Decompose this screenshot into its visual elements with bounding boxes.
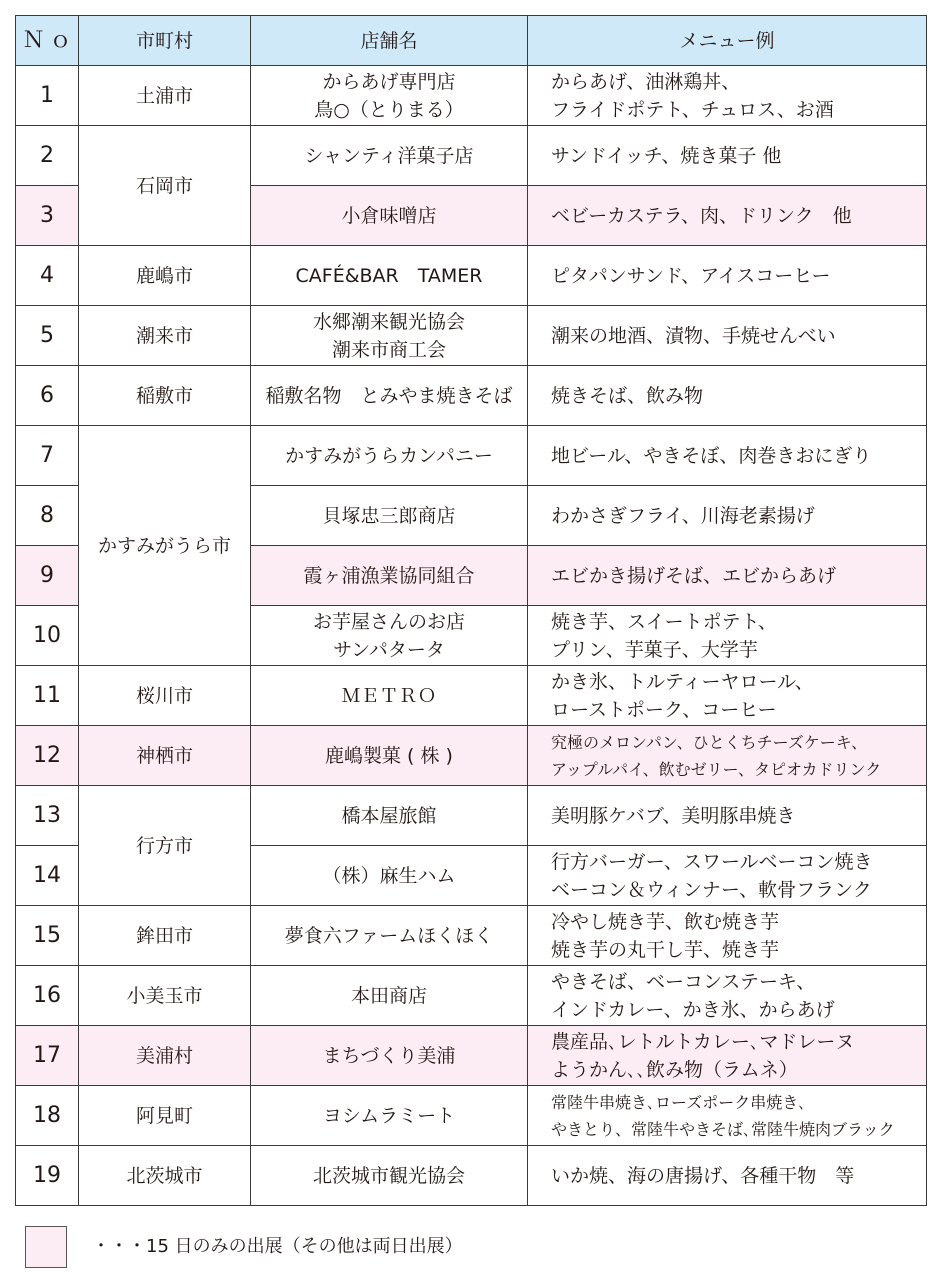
row-number-cell: 6 — [16, 366, 79, 426]
store-name-line: 稲敷名物 とみやま焼きそば — [265, 384, 513, 407]
store-name-line: 北茨城市観光協会 — [312, 1164, 465, 1187]
store-name-line: CAFÉ&BAR TAMER — [295, 264, 483, 287]
city-cell: かすみがうら市 — [79, 426, 251, 666]
menu-line: ようかん､､飲み物（ラムネ） — [551, 1058, 798, 1081]
menu-line: 冷やし焼き芋、飲む焼き芋 — [551, 910, 780, 933]
menu-line: 地ビール、やきそぼ、肉巻きおにぎり — [551, 444, 872, 467]
menu-line: ローストポーク、コーヒー — [551, 698, 777, 721]
city-cell: 潮来市 — [79, 306, 251, 366]
menu-cell — [528, 1146, 927, 1206]
menu-line: やきとり、常陸牛やきそば､常陸牛焼肉ブラック — [551, 1119, 895, 1139]
city-cell: 行方市 — [79, 786, 251, 906]
store-name-line: 本田商店 — [350, 984, 427, 1007]
menu-line: 焼きそば、飲み物 — [551, 384, 704, 407]
menu-cell — [528, 306, 927, 366]
store-name-cell — [251, 246, 528, 306]
store-name-cell — [251, 1026, 528, 1086]
row-number-cell: 9 — [16, 546, 79, 606]
row-number-cell: 7 — [16, 426, 79, 486]
store-name-cell — [251, 126, 528, 186]
menu-line: いか焼、海の唐揚げ、各種干物 等 — [551, 1164, 855, 1187]
city-cell: 石岡市 — [79, 126, 251, 246]
menu-cell — [528, 846, 927, 906]
menu-line: やきそば、ベーコンステーキ、 — [551, 970, 816, 993]
menu-cell — [528, 486, 927, 546]
row-number-cell: 12 — [16, 726, 79, 786]
menu-cell — [528, 666, 927, 726]
store-name-cell — [251, 726, 528, 786]
store-name-line: お芋屋さんのお店 — [312, 610, 465, 633]
store-name-line: 橋本屋旅館 — [341, 804, 437, 827]
store-name-line: かすみがうらカンパニー — [285, 444, 493, 467]
exhibitor-table — [15, 15, 927, 1206]
menu-cell — [528, 126, 927, 186]
header-store: 店舗名 — [251, 16, 528, 66]
menu-cell — [528, 906, 927, 966]
menu-line: 究極のメロンパン、ひとくちチーズケーキ、 — [551, 732, 868, 752]
menu-cell — [528, 186, 927, 246]
menu-cell — [528, 366, 927, 426]
city-cell: 北茨城市 — [79, 1146, 251, 1206]
store-name-cell — [251, 1146, 528, 1206]
city-cell: 美浦村 — [79, 1026, 251, 1086]
store-name-cell — [251, 66, 528, 126]
store-name-line: 鳥○（とりまる） — [314, 98, 464, 121]
store-name-line: ヨシムラミート — [322, 1104, 456, 1127]
menu-cell — [528, 606, 927, 666]
row-number-cell: 13 — [16, 786, 79, 846]
menu-line: アップルパイ、飲むゼリー、タピオカドリンク — [551, 759, 882, 779]
menu-cell — [528, 546, 927, 606]
menu-cell — [528, 726, 927, 786]
city-cell: 神栖市 — [79, 726, 251, 786]
store-name-cell — [251, 186, 528, 246]
legend-swatch — [25, 1226, 67, 1268]
store-name-cell — [251, 426, 528, 486]
header-no: Ｎｏ — [16, 16, 79, 66]
menu-line: わかさぎフライ、川海老素揚げ — [551, 504, 815, 527]
menu-line: 農産品､レトルトカレー､マドレーヌ — [551, 1030, 855, 1053]
row-number-cell: 17 — [16, 1026, 79, 1086]
store-name-line: ＭＥＴＲＯ — [341, 684, 437, 707]
store-name-line: サンパタータ — [333, 638, 445, 661]
store-name-line: 夢食六ファームほくほく — [284, 924, 494, 947]
store-name-cell — [251, 966, 528, 1026]
row-number-cell: 3 — [16, 186, 79, 246]
store-name-line: 鹿嶋製菓 ( 株 ) — [325, 744, 453, 767]
menu-line: かき氷、トルティーヤロール、 — [551, 670, 814, 693]
row-number-cell: 11 — [16, 666, 79, 726]
store-name-cell — [251, 546, 528, 606]
store-name-cell — [251, 906, 528, 966]
header-menu: メニュー例 — [528, 16, 927, 66]
menu-cell — [528, 1026, 927, 1086]
store-name-line: まちづくり美浦 — [322, 1044, 456, 1067]
menu-line: インドカレー、かき氷、からあげ — [551, 998, 835, 1021]
row-number-cell: 8 — [16, 486, 79, 546]
menu-line: 潮来の地酒、漬物、手焼せんべい — [551, 324, 836, 347]
menu-cell — [528, 66, 927, 126]
menu-cell — [528, 1086, 927, 1146]
city-cell: 阿見町 — [79, 1086, 251, 1146]
menu-line: 行方バーガー、スワールベーコン焼き — [551, 850, 873, 873]
store-name-line: 水郷潮来観光協会 — [312, 310, 465, 333]
header-city: 市町村 — [79, 16, 251, 66]
row-number-cell: 19 — [16, 1146, 79, 1206]
menu-cell — [528, 786, 927, 846]
menu-cell — [528, 426, 927, 486]
store-name-line: （株）麻生ハム — [322, 864, 456, 887]
menu-cell — [528, 966, 927, 1026]
row-number-cell: 5 — [16, 306, 79, 366]
city-cell: 稲敷市 — [79, 366, 251, 426]
menu-line: 常陸牛串焼き､ローズポーク串焼き､ — [551, 1092, 807, 1112]
store-name-cell — [251, 606, 528, 666]
store-name-line: シャンティ洋菓子店 — [304, 144, 474, 167]
menu-cell — [528, 246, 927, 306]
store-name-line: 小倉味噌店 — [341, 204, 437, 227]
legend-text: ・・・15 日のみの出展（その他は両日出展） — [92, 1236, 463, 1257]
store-name-cell — [251, 786, 528, 846]
city-cell: 鹿嶋市 — [79, 246, 251, 306]
city-cell: 桜川市 — [79, 666, 251, 726]
row-number-cell: 10 — [16, 606, 79, 666]
menu-line: からあげ、油淋鶏丼、 — [551, 70, 741, 93]
store-name-cell — [251, 366, 528, 426]
store-name-line: 潮来市商工会 — [331, 338, 446, 361]
row-number-cell: 16 — [16, 966, 79, 1026]
city-cell: 小美玉市 — [79, 966, 251, 1026]
city-cell: 土浦市 — [79, 66, 251, 126]
row-number-cell: 2 — [16, 126, 79, 186]
menu-line: 焼き芋、スイートポテト、 — [551, 610, 777, 633]
menu-line: フライドポテト、チュロス、お酒 — [551, 98, 834, 121]
store-name-line: 霞ヶ浦漁業協同組合 — [303, 564, 475, 587]
store-name-cell — [251, 306, 528, 366]
city-cell: 鉾田市 — [79, 906, 251, 966]
row-number-cell: 1 — [16, 66, 79, 126]
store-name-line: からあげ専門店 — [322, 70, 456, 93]
menu-line: プリン、芋菓子、大学芋 — [551, 638, 758, 661]
store-name-cell — [251, 846, 528, 906]
menu-line: サンドイッチ、焼き菓子 他 — [551, 144, 782, 167]
row-number-cell: 4 — [16, 246, 79, 306]
store-name-cell — [251, 666, 528, 726]
menu-line: 焼き芋の丸干し芋、焼き芋 — [551, 938, 780, 961]
menu-line: 美明豚ケバブ、美明豚串焼き — [551, 804, 796, 827]
store-name-cell — [251, 486, 528, 546]
store-name-line: 貝塚忠三郎商店 — [322, 504, 456, 527]
store-name-cell — [251, 1086, 528, 1146]
row-number-cell: 15 — [16, 906, 79, 966]
menu-line: ベビーカステラ、肉、ドリンク 他 — [551, 204, 852, 227]
menu-line: ベーコン＆ウィンナー、軟骨フランク — [551, 878, 872, 901]
row-number-cell: 18 — [16, 1086, 79, 1146]
menu-line: エビかき揚げそば、エビからあげ — [551, 564, 837, 587]
menu-line: ピタパンサンド、アイスコーヒー — [551, 264, 831, 287]
row-number-cell: 14 — [16, 846, 79, 906]
